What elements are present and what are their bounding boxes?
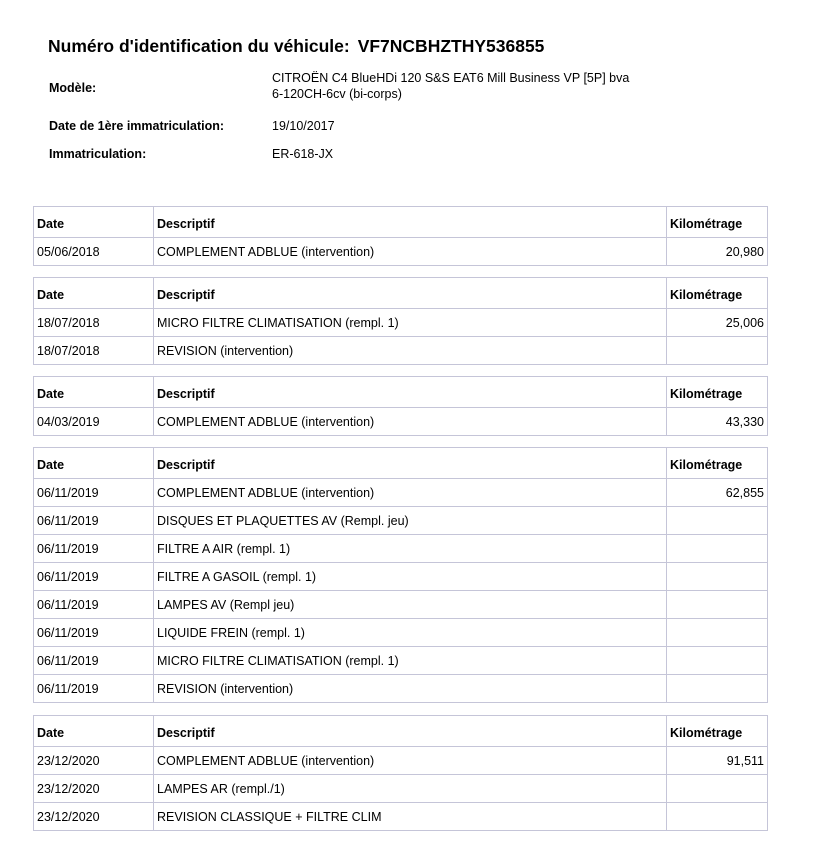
model-value [272,70,629,102]
cell-date: 06/11/2019 [34,647,154,675]
cell-description: COMPLEMENT ADBLUE (intervention) [154,747,667,775]
model-value-line1: CITROËN C4 BlueHDi 120 S&S EAT6 Mill Business VP [5P] bva [272,71,630,85]
table-row [34,479,768,507]
cell-mileage [667,647,768,675]
service-table [33,376,768,436]
column-header-mileage: Kilométrage [667,716,768,747]
table-row [34,507,768,535]
table-row [34,675,768,703]
cell-date: 23/12/2020 [34,747,154,775]
service-table [33,715,768,831]
table-header-row [34,448,768,479]
cell-description: MICRO FILTRE CLIMATISATION (rempl. 1) [154,309,667,337]
cell-description: REVISION (intervention) [154,675,667,703]
model-label: Modèle: [49,81,97,95]
column-header-description: Descriptif [154,716,667,747]
table-row [34,647,768,675]
cell-date: 06/11/2019 [34,479,154,507]
table-row [34,238,768,266]
cell-mileage: 25,006 [667,309,768,337]
column-header-mileage: Kilométrage [667,207,768,238]
table-row [34,337,768,365]
cell-date: 04/03/2019 [34,408,154,436]
table-row [34,775,768,803]
plate-value: ER-618-JX [272,147,334,161]
cell-mileage [667,563,768,591]
cell-date: 06/11/2019 [34,507,154,535]
cell-date: 18/07/2018 [34,337,154,365]
cell-mileage [667,507,768,535]
service-table [33,277,768,365]
cell-description: MICRO FILTRE CLIMATISATION (rempl. 1) [154,647,667,675]
cell-description: LAMPES AV (Rempl jeu) [154,591,667,619]
cell-mileage: 43,330 [667,408,768,436]
column-header-description: Descriptif [154,278,667,309]
table-row [34,309,768,337]
table-row [34,803,768,831]
cell-mileage: 20,980 [667,238,768,266]
vin-value: VF7NCBHZTHY536855 [357,36,545,56]
column-header-description: Descriptif [154,448,667,479]
column-header-description: Descriptif [154,377,667,408]
column-header-date: Date [34,207,154,238]
service-table [33,447,768,703]
cell-date: 06/11/2019 [34,563,154,591]
cell-date: 06/11/2019 [34,619,154,647]
column-header-date: Date [34,448,154,479]
cell-mileage: 62,855 [667,479,768,507]
table-row [34,563,768,591]
table-header-row [34,207,768,238]
page-title [48,36,544,57]
cell-date: 18/07/2018 [34,309,154,337]
cell-mileage [667,775,768,803]
cell-description: COMPLEMENT ADBLUE (intervention) [154,238,667,266]
plate-label: Immatriculation: [49,147,147,161]
cell-date: 06/11/2019 [34,535,154,563]
column-header-mileage: Kilométrage [667,377,768,408]
cell-mileage: 91,511 [667,747,768,775]
cell-date: 23/12/2020 [34,803,154,831]
column-header-mileage: Kilométrage [667,448,768,479]
cell-mileage [667,619,768,647]
column-header-date: Date [34,377,154,408]
table-row [34,408,768,436]
cell-mileage [667,535,768,563]
cell-mileage [667,803,768,831]
cell-description: FILTRE A AIR (rempl. 1) [154,535,667,563]
first-registration-label: Date de 1ère immatriculation: [49,119,225,133]
cell-description: COMPLEMENT ADBLUE (intervention) [154,479,667,507]
cell-description: FILTRE A GASOIL (rempl. 1) [154,563,667,591]
column-header-date: Date [34,716,154,747]
cell-description: LIQUIDE FREIN (rempl. 1) [154,619,667,647]
column-header-mileage: Kilométrage [667,278,768,309]
vin-label: Numéro d'identification du véhicule: [48,36,350,56]
table-header-row [34,278,768,309]
cell-description: REVISION (intervention) [154,337,667,365]
table-row [34,619,768,647]
cell-date: 23/12/2020 [34,775,154,803]
cell-date: 06/11/2019 [34,675,154,703]
table-header-row [34,716,768,747]
cell-description: REVISION CLASSIQUE + FILTRE CLIM [154,803,667,831]
cell-date: 06/11/2019 [34,591,154,619]
table-header-row [34,377,768,408]
service-table [33,206,768,266]
cell-mileage [667,337,768,365]
cell-description: COMPLEMENT ADBLUE (intervention) [154,408,667,436]
cell-mileage [667,675,768,703]
column-header-date: Date [34,278,154,309]
cell-description: DISQUES ET PLAQUETTES AV (Rempl. jeu) [154,507,667,535]
cell-date: 05/06/2018 [34,238,154,266]
model-value-line2: 6-120CH-6cv (bi-corps) [272,87,402,101]
table-row [34,535,768,563]
cell-description: LAMPES AR (rempl./1) [154,775,667,803]
first-registration-value: 19/10/2017 [272,119,335,133]
table-row [34,747,768,775]
table-row [34,591,768,619]
column-header-description: Descriptif [154,207,667,238]
cell-mileage [667,591,768,619]
